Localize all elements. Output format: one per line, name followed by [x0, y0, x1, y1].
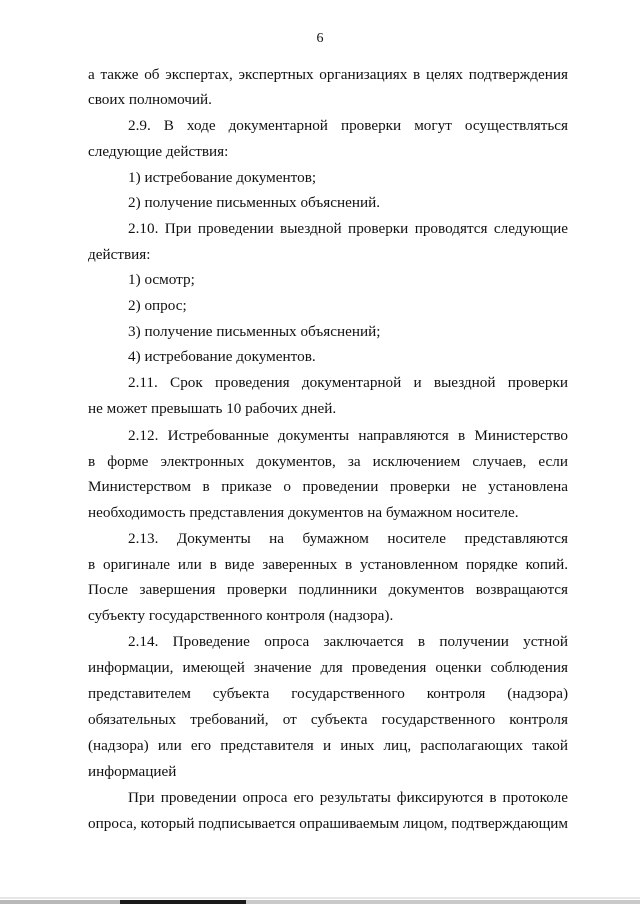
text-line-4: следующие действия:: [88, 143, 229, 160]
text-line-15: 2.12. Истребованные документы направляются в Министерство: [128, 427, 568, 444]
text-line-21: После завершения проверки подлинники документов возвращаются: [88, 581, 568, 598]
text-line-13: 2.11. Срок проведения документарной и выездной проверки: [128, 374, 568, 391]
text-line-11: 3) получение письменных объяснений;: [128, 323, 381, 340]
scan-edge-shadow: [0, 897, 640, 899]
text-line-27: (надзора) или его представителя и иных лиц, располагающих такой: [88, 737, 568, 754]
text-line-16: в форме электронных документов, за исключением случаев, если: [88, 453, 568, 470]
text-line-25: представителем субъекта государственного контроля (надзора): [88, 685, 568, 702]
text-line-2: своих полномочий.: [88, 91, 212, 108]
text-line-7: 2.10. При проведении выездной проверки проводятся следующие: [128, 220, 568, 237]
text-line-23: 2.14. Проведение опроса заключается в получении устной: [128, 633, 568, 650]
text-line-12: 4) истребование документов.: [128, 348, 316, 365]
text-line-18: необходимость представления документов на бумажном носителе.: [88, 504, 519, 521]
text-line-28: информацией: [88, 763, 177, 780]
text-line-6: 2) получение письменных объяснений.: [128, 194, 381, 211]
text-line-19: 2.13. Документы на бумажном носителе представляются: [128, 530, 568, 547]
text-line-26: обязательных требований, от субъекта государственного контроля: [88, 711, 568, 728]
text-line-20: в оригинале или в виде заверенных в установленном порядке копий.: [88, 556, 568, 573]
text-line-8: действия:: [88, 246, 151, 263]
text-line-10: 2) опрос;: [128, 297, 187, 314]
text-line-17: Министерством в приказе о проведении проверки не установлена: [88, 478, 568, 495]
text-line-1: а также об экспертах, экспертных организациях в целях подтверждения: [88, 66, 568, 83]
text-line-30: опроса, который подписывается опрашиваемым лицом, подтверждающим: [88, 815, 569, 832]
text-line-24: информации, имеющей значение для проведения оценки соблюдения: [88, 659, 568, 676]
text-line-14: не может превышать 10 рабочих дней.: [88, 400, 337, 417]
scan-bottom-edge: [0, 900, 640, 904]
text-line-29: При проведении опроса его результаты фиксируются в протоколе: [128, 789, 568, 806]
text-line-22: субъекту государственного контроля (надзора).: [88, 607, 394, 624]
page-number: 6: [316, 31, 324, 46]
text-line-5: 1) истребование документов;: [128, 169, 317, 186]
text-line-3: 2.9. В ходе документарной проверки могут осуществляться: [128, 117, 568, 134]
text-line-9: 1) осмотр;: [128, 271, 195, 288]
